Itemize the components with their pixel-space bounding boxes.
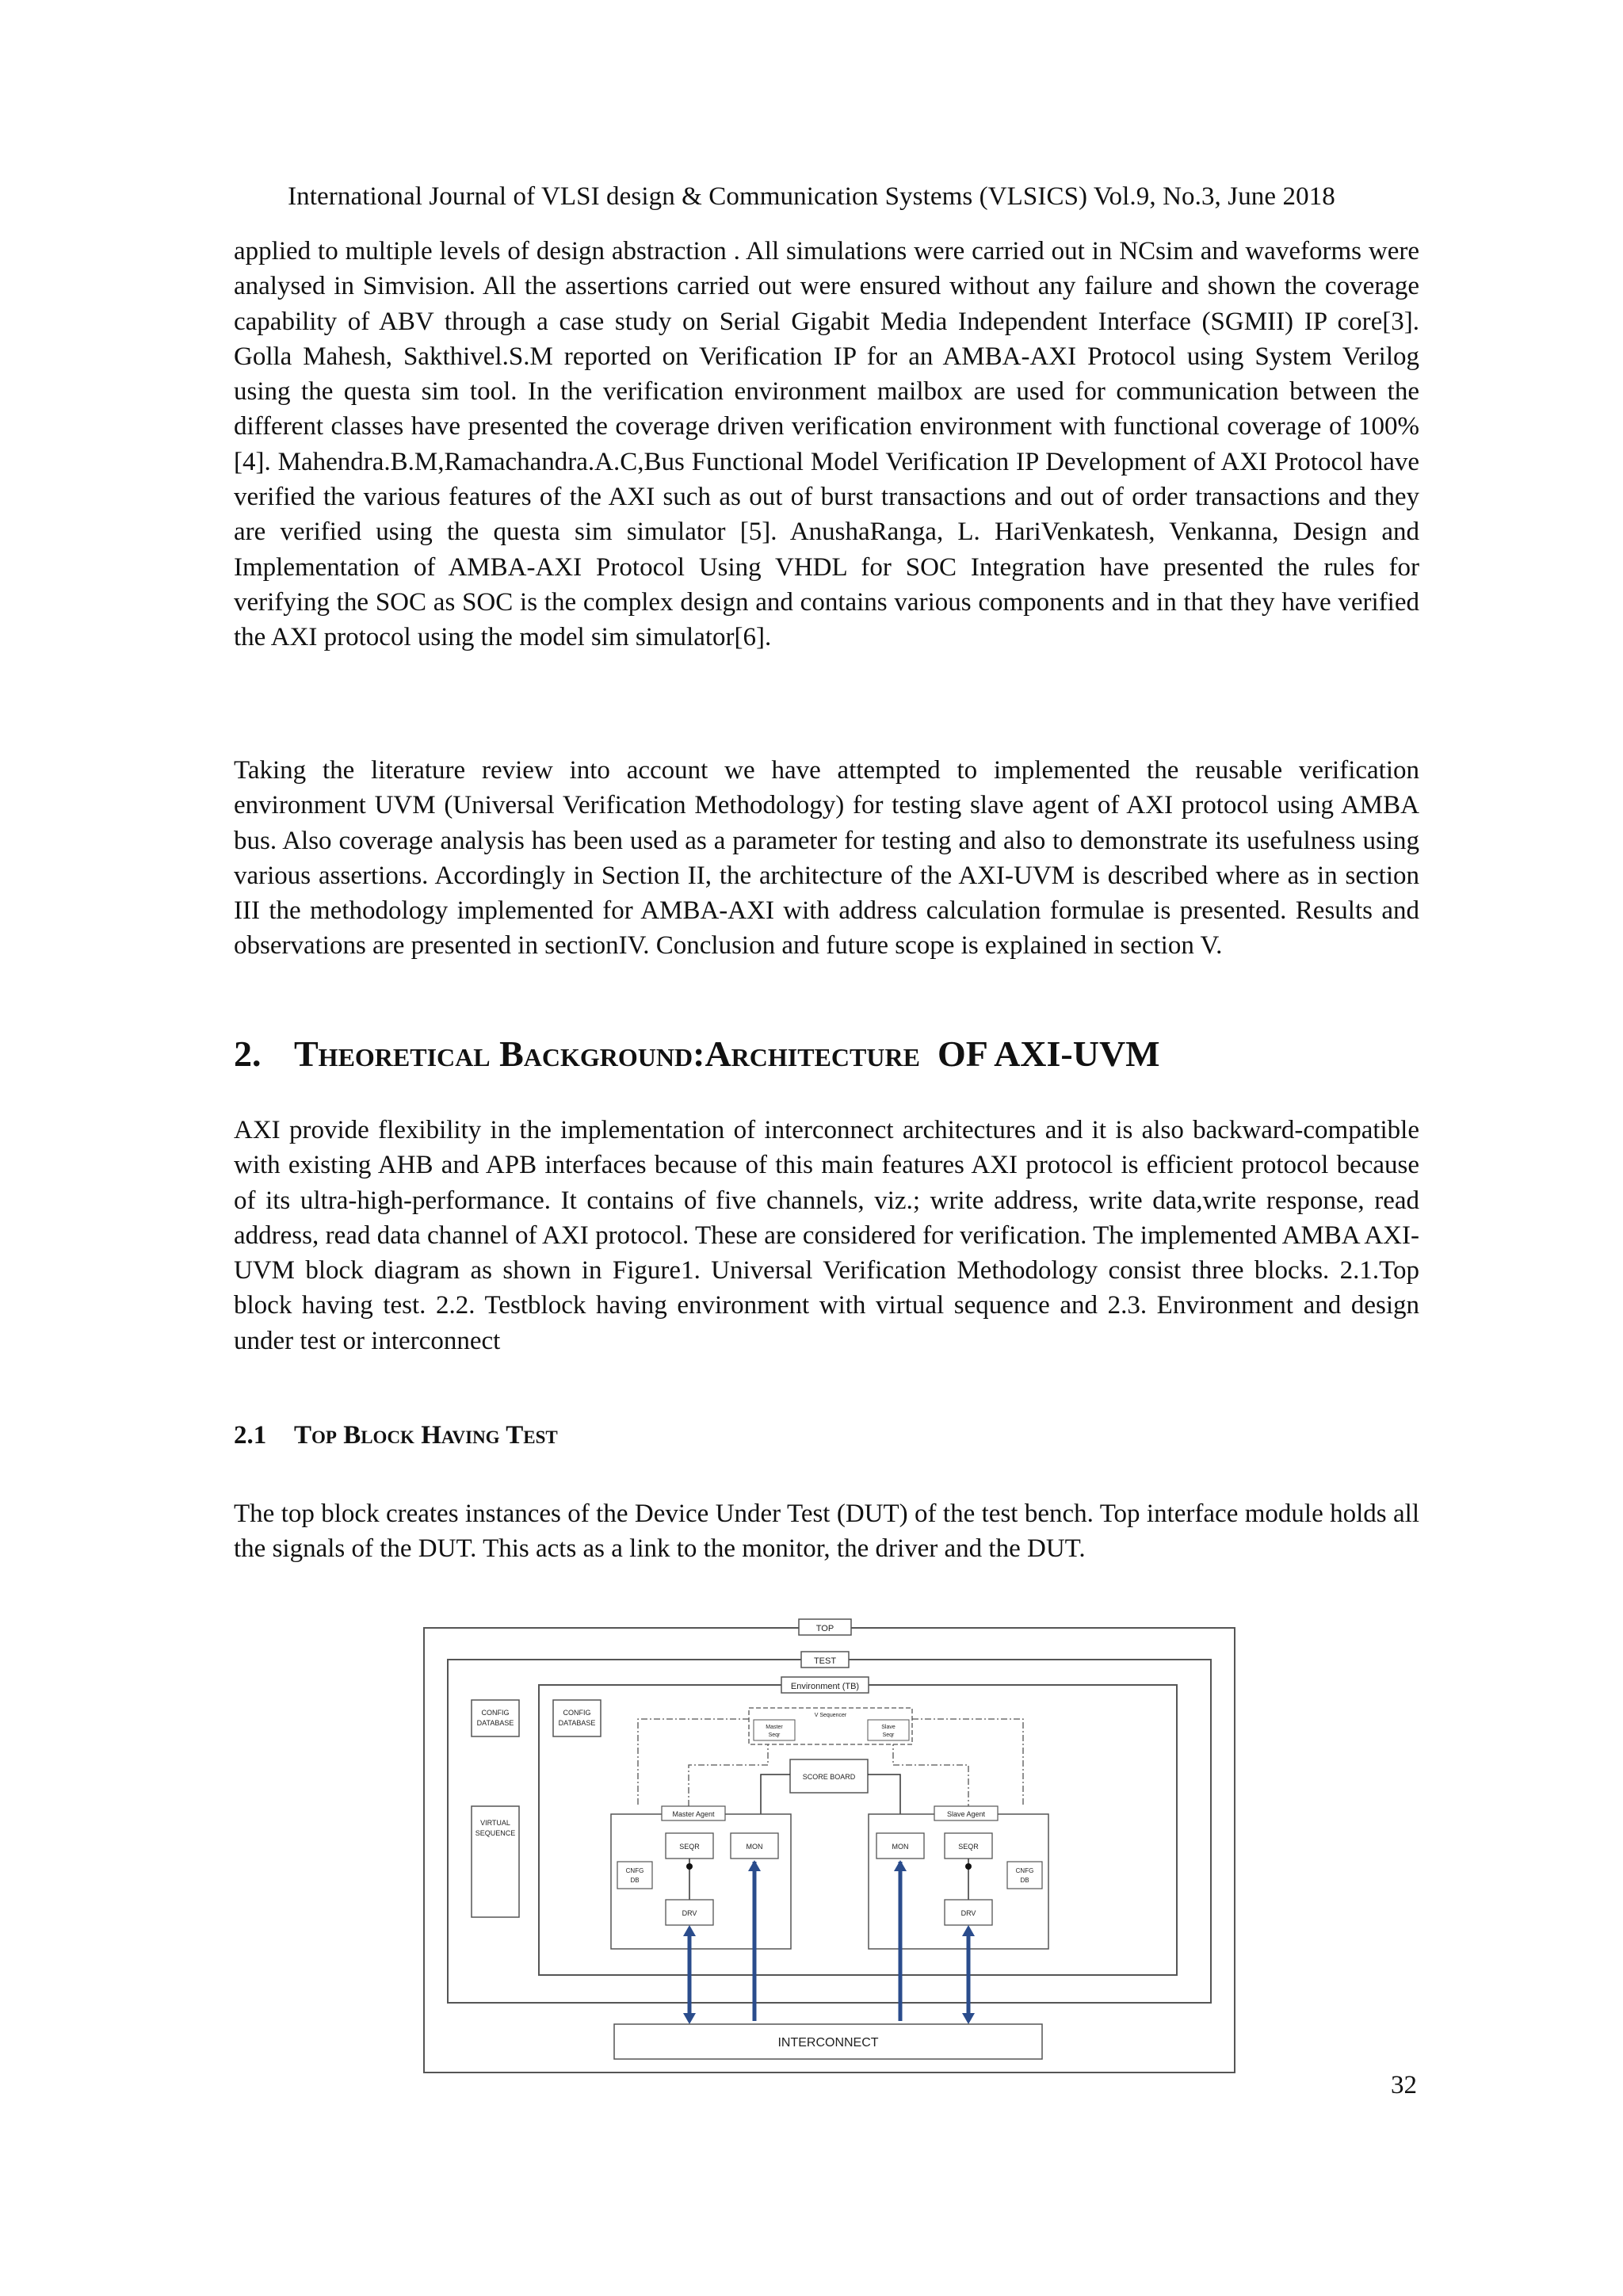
running-header: International Journal of VLSI design & Communication Systems (VLSICS) Vol.9, No.3, June 2018 xyxy=(288,182,1335,211)
slave-agent-label: Slave Agent xyxy=(946,1810,986,1818)
slave-drv-label: DRV xyxy=(960,1909,976,1917)
v-sequencer-label: V Sequencer xyxy=(814,1713,847,1718)
master-agent-label: Master Agent xyxy=(672,1810,715,1818)
master-cnfg-db-box xyxy=(617,1862,652,1889)
master-mon-label: MON xyxy=(746,1843,763,1851)
paragraph-axi-overview: AXI provide flexibility in the implementation of interconnect architectures and it is also backward-compatible with existing AHB and APB interfaces because of this main features AXI protocol is efficient protocol because of its ultra-high-performance. It contains of five channels, viz.; write address, write data,write response, read address, read data channel of AXI protocol. These are considered for verification. The implemented AMBA AXI-UVM block diagram as shown in Figure1. Universal Verification Methodology consist three blocks. 2.1.Top block having test. 2.2. Testblock having environment with virtual sequence and 2.3. Environment and design under test or interconnect xyxy=(234,1116,1419,1355)
section-number: 2. xyxy=(234,1033,262,1074)
slave-drv-arrow-down xyxy=(962,2013,975,2024)
slave-mon-label: MON xyxy=(892,1843,909,1851)
subsection-title: Top Block Having Test xyxy=(294,1421,558,1450)
page-number: 32 xyxy=(1391,2071,1417,2099)
master-drv-label: DRV xyxy=(682,1909,697,1917)
paragraph-objective: Taking the literature review into account we have attempted to implemented the reusable verification environment UVM (Universal Verification Methodology) for testing slave agent of AXI protocol using AMBA bus. Also coverage analysis has been used as a parameter for testing and also to demonstrate its usefulness using various assertions. Accordingly in Section II, the architecture of the AXI-UVM is described where as in section III the methodology implemented for AMBA-AXI with address calculation formulae is presented. Results and observations are presented in sectionIV. Conclusion and future scope is explained in section V. xyxy=(234,756,1419,961)
master-seqr-label: SEQR xyxy=(679,1843,700,1851)
slave-cnfg-db-line2: DB xyxy=(1020,1877,1029,1884)
slave-seqr-label: SEQR xyxy=(958,1843,979,1851)
subsection-heading xyxy=(234,1421,558,1450)
vseq-route-left xyxy=(638,1719,749,1806)
paragraph-top-block: The top block creates instances of the Device Under Test (DUT) of the test bench. Top interface module holds all the signals of the DUT. This acts as a link to the monitor, the driver and the DUT. xyxy=(234,1499,1419,1564)
vseq-route-right xyxy=(912,1719,1023,1806)
subsection-number: 2.1 xyxy=(234,1421,267,1450)
scoreboard-label: SCORE BOARD xyxy=(802,1773,856,1781)
config-database-box-1 xyxy=(472,1700,519,1736)
virtual-sequence-line2: SEQUENCE xyxy=(475,1829,516,1837)
section-title-smallcaps: Theoretical Background:Architecture xyxy=(294,1033,920,1074)
top-frame xyxy=(424,1628,1235,2073)
config-db1-line1: CONFIG xyxy=(481,1709,510,1717)
master-seqr-line2: Seqr xyxy=(768,1733,781,1738)
master-seqr-port xyxy=(686,1863,693,1870)
slave-seqr-port xyxy=(965,1863,972,1870)
slave-seqr-line1: Slave xyxy=(881,1725,896,1730)
environment-label: Environment (TB) xyxy=(790,1682,860,1691)
top-label: TOP xyxy=(815,1624,834,1633)
section-heading xyxy=(234,1033,1160,1075)
config-db1-line2: DATABASE xyxy=(476,1719,514,1727)
master-drv-arrow-down xyxy=(683,2013,696,2024)
interconnect-label: INTERCONNECT xyxy=(777,2036,879,2050)
config-db2-line1: CONFIG xyxy=(563,1709,591,1717)
test-label: TEST xyxy=(813,1656,837,1666)
section-title-upper: OF AXI-UVM xyxy=(937,1033,1160,1074)
slave-cnfg-db-line1: CNFG xyxy=(1015,1867,1034,1874)
master-seqr-line1: Master xyxy=(766,1725,783,1730)
paragraph-literature-review: applied to multiple levels of design abstraction . All simulations were carried out in NCsim and waveforms were analysed in Simvision. All the assertions carried out were ensured without any failure and shown the coverage capability of ABV through a case study on Serial Gigabit Media Independent Interface (SGMII) IP core[3]. Golla Mahesh, Sakthivel.S.M reported on Verification IP for an AMBA-AXI Protocol using System Verilog using the questa sim tool. In the verification environment mailbox are used for communication between the different classes have presented the coverage driven verification environment with functional coverage of 100%[4]. Mahendra.B.M,Ramachandra.A.C,Bus Functional Model Verification IP Development of AXI Protocol have verified the various features of the AXI such as out of burst transactions and out of order transactions and they are verified using the questa sim simulator [5]. AnushaRanga, L. HariVenkatesh, Venkanna, Design and Implementation of AMBA-AXI Protocol Using VHDL for SOC Integration have presented the rules for verifying the SOC as SOC is the complex design and contains various components and in that they have verified the AXI protocol using the model sim simulator[6]. xyxy=(234,237,1419,652)
virtual-sequence-line1: VIRTUAL xyxy=(480,1819,510,1827)
master-cnfg-db-line2: DB xyxy=(630,1877,640,1884)
master-cnfg-db-line1: CNFG xyxy=(625,1867,644,1874)
config-db2-line2: DATABASE xyxy=(558,1719,596,1727)
config-database-box-2 xyxy=(553,1700,601,1736)
axi-uvm-block-diagram xyxy=(422,1614,1236,2074)
slave-cnfg-db-box xyxy=(1007,1862,1042,1889)
slave-seqr-line2: Seqr xyxy=(882,1733,895,1738)
